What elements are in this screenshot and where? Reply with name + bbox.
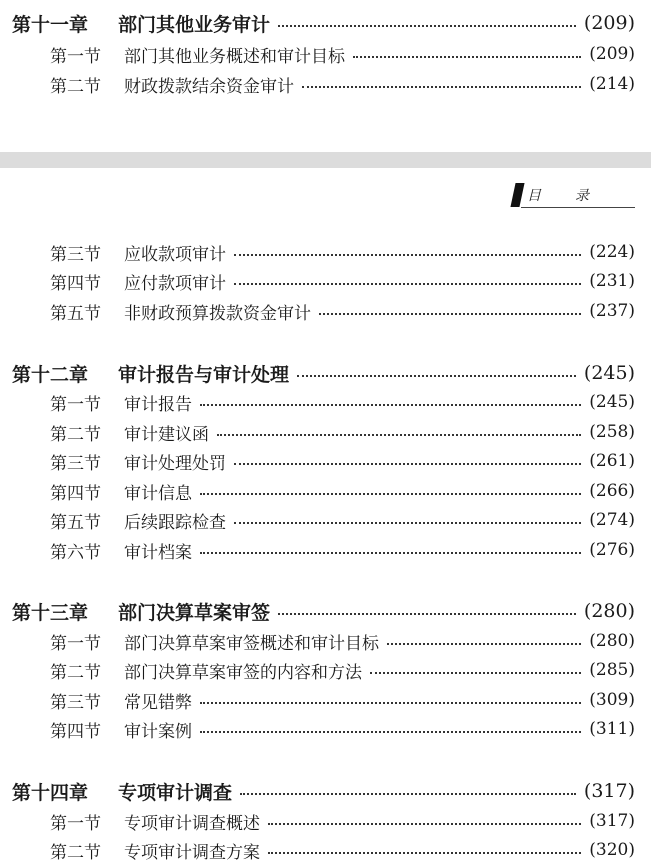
running-header (513, 183, 635, 209)
toc-section-row[interactable] (0, 418, 651, 446)
page-number: (309) (589, 690, 635, 710)
leader-dots (268, 852, 581, 854)
section-number: 第一节 (50, 633, 101, 654)
chapter-title: 审计报告与审计处理 (118, 363, 290, 386)
leader-dots (278, 25, 576, 27)
toc-section-row[interactable] (0, 656, 651, 684)
section-title: 审计案例 (124, 721, 192, 742)
page-number: (274) (589, 510, 635, 530)
section-title: 审计信息 (124, 483, 192, 504)
page-number: (280) (589, 631, 635, 651)
toc-section-row[interactable] (0, 715, 651, 743)
section-number: 第三节 (50, 453, 101, 474)
section-number: 第三节 (50, 244, 101, 265)
toc-chapter-row[interactable] (0, 9, 651, 37)
toc-chapter-row[interactable] (0, 597, 651, 625)
section-title: 非财政预算拨款资金审计 (124, 303, 311, 324)
section-title: 审计报告 (124, 394, 192, 415)
toc-section-row[interactable] (0, 40, 651, 68)
page-number: (266) (589, 481, 635, 501)
page-number: (285) (589, 660, 635, 680)
leader-dots (353, 56, 581, 58)
toc-section-row[interactable] (0, 506, 651, 534)
leader-dots (200, 702, 581, 704)
toc-section-row[interactable] (0, 238, 651, 266)
leader-dots (240, 793, 576, 795)
section-number: 第四节 (50, 721, 101, 742)
header-rule (521, 207, 635, 208)
page-number: (209) (589, 44, 635, 64)
section-title: 部门其他业务概述和审计目标 (124, 46, 345, 67)
page-gap (0, 152, 651, 168)
page-number: (311) (589, 719, 635, 739)
toc-section-row[interactable] (0, 477, 651, 505)
page-number: (231) (589, 271, 635, 291)
toc-section-row[interactable] (0, 297, 651, 325)
leader-dots (234, 254, 581, 256)
section-title: 专项审计调查方案 (124, 842, 260, 863)
leader-dots (200, 552, 581, 554)
chapter-number: 第十三章 (12, 601, 89, 624)
toc-section-row[interactable] (0, 388, 651, 416)
leader-dots (302, 86, 581, 88)
section-number: 第二节 (50, 76, 101, 97)
page-number: (317) (589, 811, 635, 831)
section-number: 第五节 (50, 512, 101, 533)
chapter-number: 第十一章 (12, 13, 89, 36)
chapter-number: 第十二章 (12, 363, 89, 386)
toc-section-row[interactable] (0, 447, 651, 475)
toc-section-row[interactable] (0, 836, 651, 864)
leader-dots (234, 463, 581, 465)
leader-dots (278, 613, 576, 615)
section-number: 第四节 (50, 273, 101, 294)
section-title: 后续跟踪检查 (124, 512, 226, 533)
leader-dots (319, 313, 581, 315)
page-number: (280) (583, 600, 635, 622)
toc-section-row[interactable] (0, 807, 651, 835)
leader-dots (268, 823, 581, 825)
header-label: 目录 (527, 188, 623, 204)
section-number: 第二节 (50, 424, 101, 445)
section-number: 第二节 (50, 662, 101, 683)
chapter-title: 部门其他业务审计 (118, 13, 271, 36)
toc-chapter-row[interactable] (0, 777, 651, 805)
page-number: (245) (589, 392, 635, 412)
section-number: 第一节 (50, 394, 101, 415)
leader-dots (217, 434, 581, 436)
toc-section-row[interactable] (0, 536, 651, 564)
section-title: 常见错弊 (124, 692, 192, 713)
toc-section-row[interactable] (0, 70, 651, 98)
toc-page-top (0, 0, 651, 150)
chapter-title: 专项审计调查 (118, 781, 233, 804)
section-title: 应收款项审计 (124, 244, 226, 265)
page-number: (209) (583, 12, 635, 34)
toc-section-row[interactable] (0, 627, 651, 655)
header-bar-icon (510, 183, 524, 207)
page-number: (320) (589, 840, 635, 860)
toc-page-bottom (0, 168, 651, 863)
section-number: 第四节 (50, 483, 101, 504)
page-number: (214) (589, 74, 635, 94)
section-title: 审计建议函 (124, 424, 209, 445)
section-title: 审计档案 (124, 542, 192, 563)
leader-dots (200, 731, 581, 733)
chapter-number: 第十四章 (12, 781, 89, 804)
section-number: 第一节 (50, 46, 101, 67)
leader-dots (200, 493, 581, 495)
toc-section-row[interactable] (0, 686, 651, 714)
toc-section-row[interactable] (0, 267, 651, 295)
leader-dots (370, 672, 581, 674)
section-title: 应付款项审计 (124, 273, 226, 294)
leader-dots (234, 522, 581, 524)
section-number: 第二节 (50, 842, 101, 863)
page-number: (224) (589, 242, 635, 262)
chapter-title: 部门决算草案审签 (118, 601, 271, 624)
section-number: 第六节 (50, 542, 101, 563)
section-title: 财政拨款结余资金审计 (124, 76, 294, 97)
section-number: 第一节 (50, 813, 101, 834)
page-number: (237) (589, 301, 635, 321)
leader-dots (200, 404, 581, 406)
section-number: 第三节 (50, 692, 101, 713)
leader-dots (387, 643, 581, 645)
section-title: 专项审计调查概述 (124, 813, 260, 834)
page-number: (258) (589, 422, 635, 442)
section-title: 部门决算草案审签概述和审计目标 (124, 633, 379, 654)
page-number: (261) (589, 451, 635, 471)
toc-chapter-row[interactable] (0, 359, 651, 387)
page-number: (276) (589, 540, 635, 560)
page-number: (317) (583, 780, 635, 802)
leader-dots (234, 283, 581, 285)
section-number: 第五节 (50, 303, 101, 324)
leader-dots (297, 375, 576, 377)
page-number: (245) (583, 362, 635, 384)
section-title: 审计处理处罚 (124, 453, 226, 474)
section-title: 部门决算草案审签的内容和方法 (124, 662, 362, 683)
